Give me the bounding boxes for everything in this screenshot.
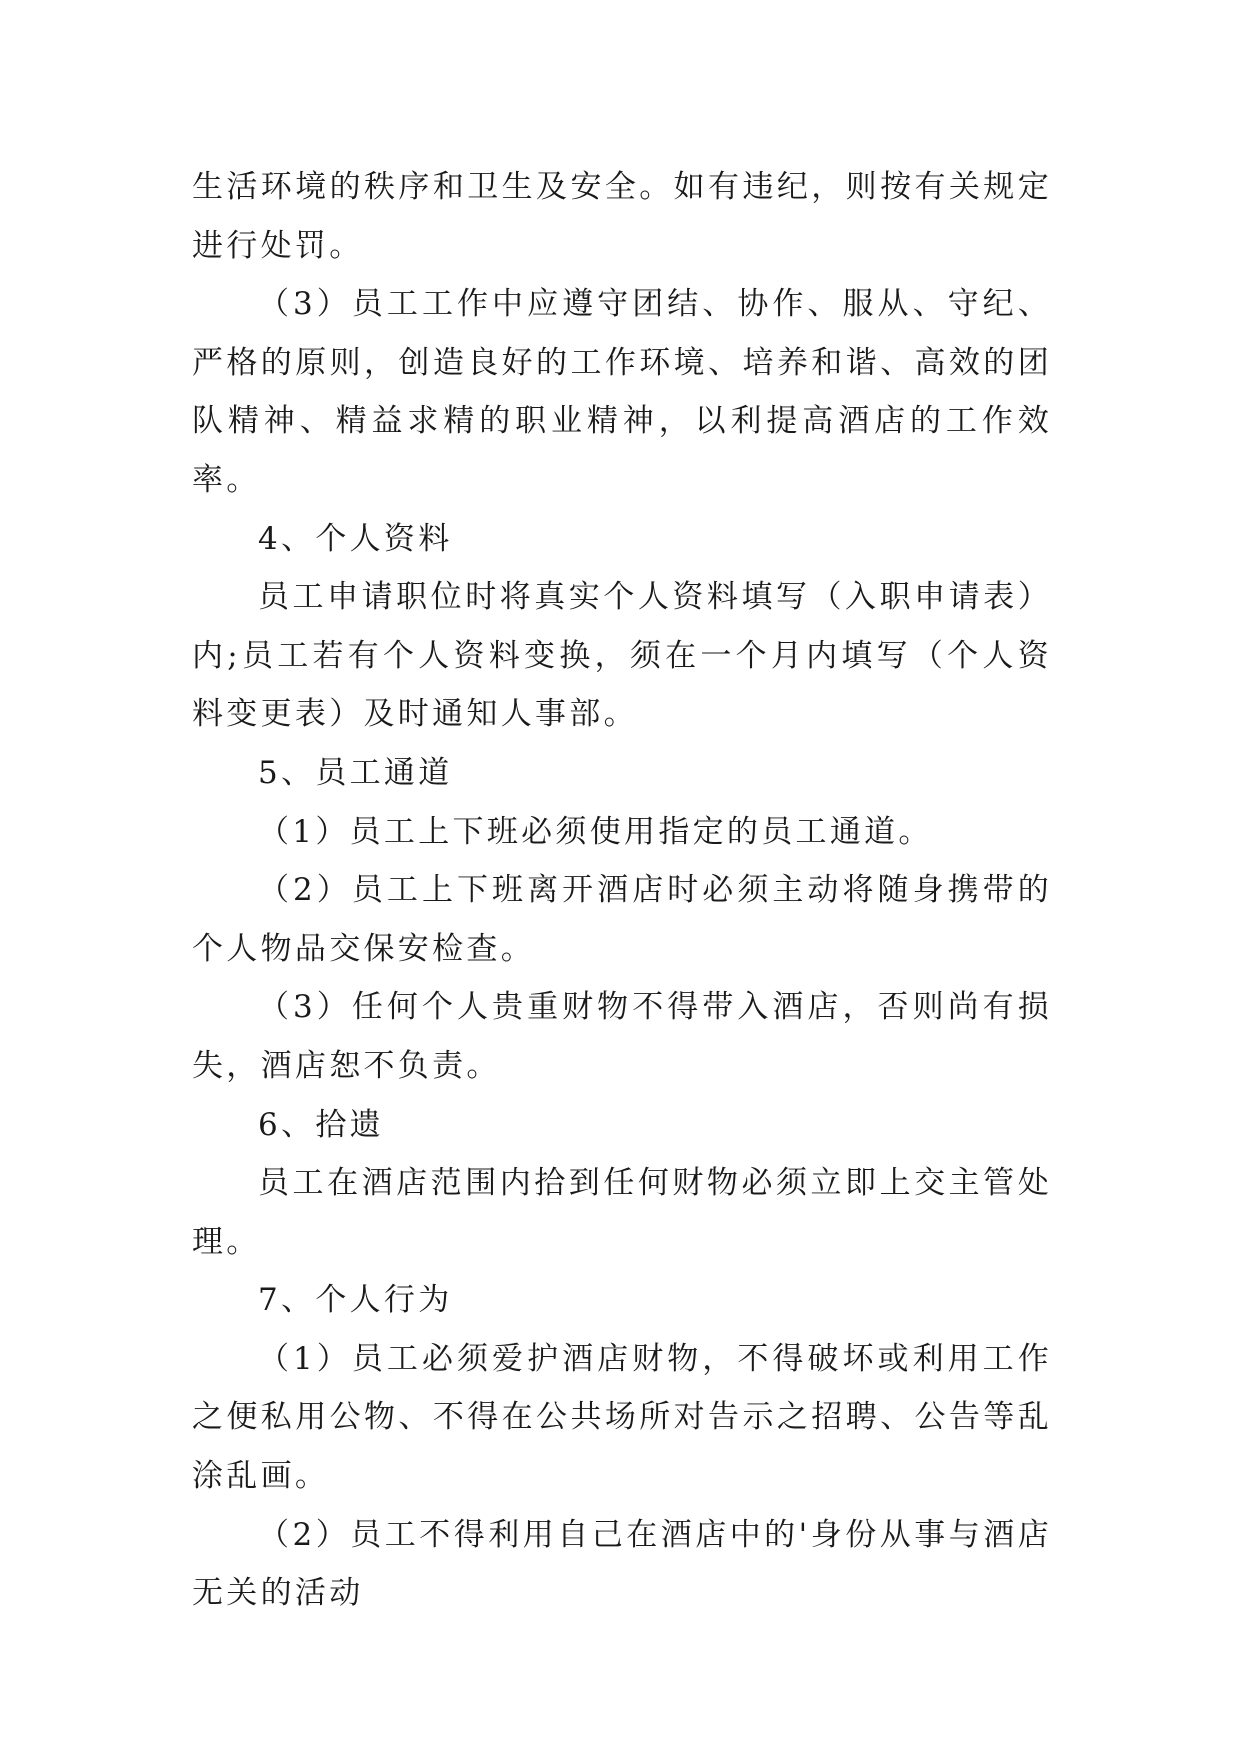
paragraph-personal-info: 员工申请职位时将真实个人资料填写（入职申请表）内;员工若有个人资料变换，须在一个月内填写（个人资料变更表）及时通知人事部。 [192, 579, 1052, 733]
section-heading-lost-found: 6、拾遗 [258, 1106, 384, 1143]
section-heading-personal-conduct: 7、个人行为 [258, 1282, 453, 1319]
paragraph-staff-passage-1: （1）员工上下班必须使用指定的员工通道。 [258, 813, 933, 850]
document-body [192, 158, 1052, 1623]
section-heading-staff-passage: 5、员工通道 [258, 754, 453, 791]
section-heading-personal-info: 4、个人资料 [258, 520, 453, 557]
paragraph-personal-conduct-1: （1）员工必须爱护酒店财物，不得破坏或利用工作之便私用公物、不得在公共场所对告示之招聘、公告等乱涂乱画。 [192, 1340, 1052, 1495]
paragraph-staff-passage-2: （2）员工上下班离开酒店时必须主动将随身携带的个人物品交保安检查。 [192, 872, 1052, 967]
paragraph-living-environment: 生活环境的秩序和卫生及安全。如有违纪，则按有关规定进行处罚。 [192, 169, 1052, 264]
paragraph-staff-passage-3: （3）任何个人贵重财物不得带入酒店，否则尚有损失，酒店恕不负责。 [192, 989, 1052, 1084]
paragraph-lost-found: 员工在酒店范围内拾到任何财物必须立即上交主管处理。 [192, 1165, 1052, 1260]
paragraph-personal-conduct-2: （2）员工不得利用自己在酒店中的'身份从事与酒店无关的活动 [192, 1516, 1052, 1612]
paragraph-work-principles: （3）员工工作中应遵守团结、协作、服从、守纪、严格的原则，创造良好的工作环境、培养和谐、高效的团队精神、精益求精的职业精神，以利提高酒店的工作效率。 [192, 286, 1052, 498]
